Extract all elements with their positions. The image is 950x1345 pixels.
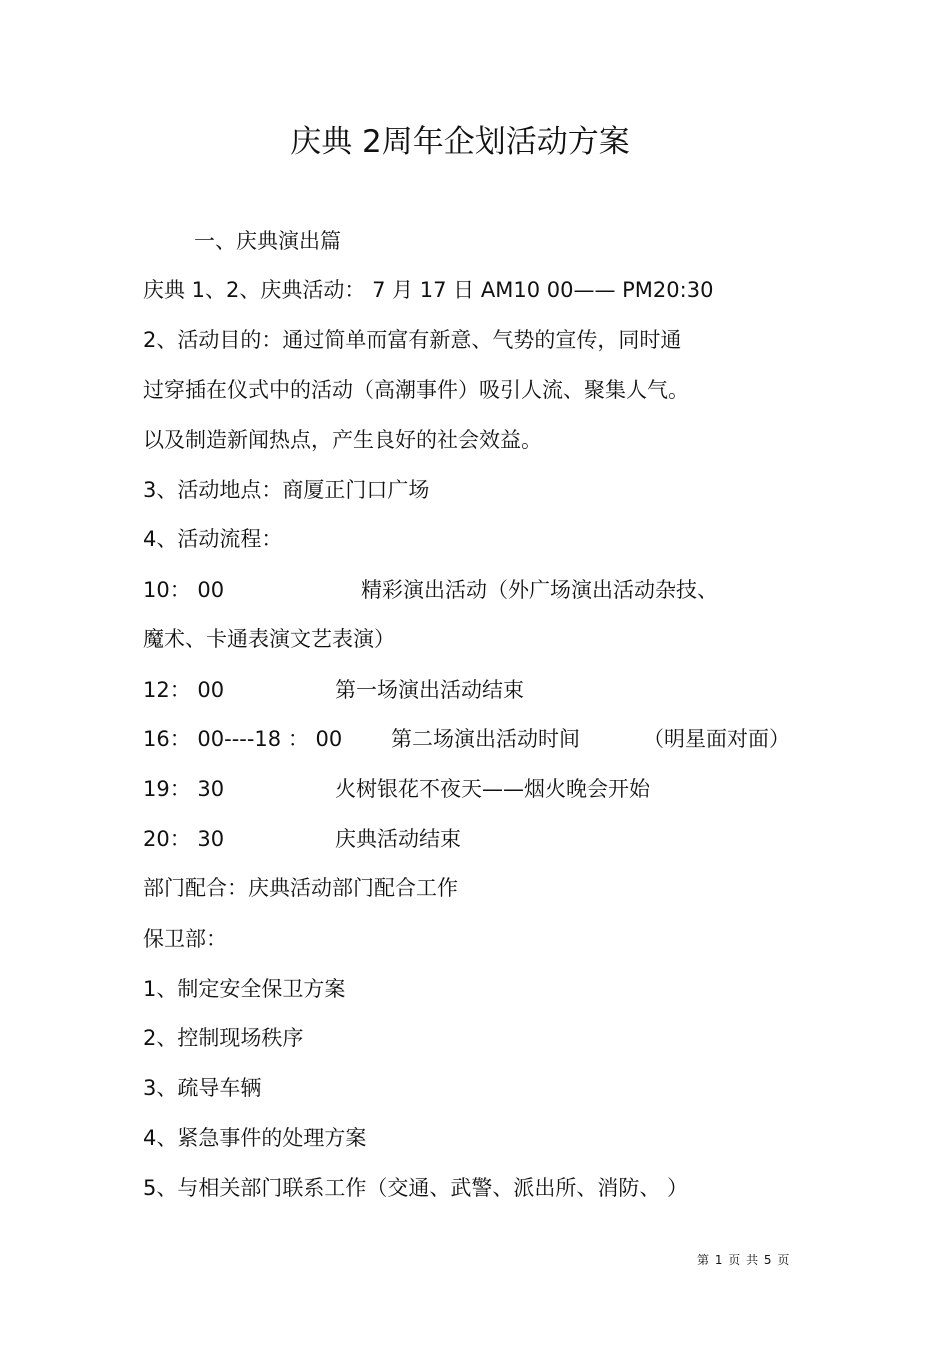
- schedule-event: 火树银花不夜天——烟火晚会开始: [335, 777, 650, 801]
- schedule-row: [143, 575, 843, 605]
- schedule-note: （明星面对面）: [643, 727, 790, 751]
- security-heading: 保卫部：: [143, 927, 227, 951]
- schedule-time: 16： 00----18 ： 00: [143, 727, 343, 751]
- department-line: 部门配合：庆典活动部门配合工作: [143, 876, 458, 900]
- schedule-time: 20： 30: [143, 827, 225, 851]
- schedule-event: 魔术、卡通表演文艺表演）: [143, 627, 395, 651]
- schedule-event: 第二场演出活动时间: [391, 727, 580, 751]
- text-line: 4、活动流程：: [143, 527, 283, 551]
- list-item: 4、紧急事件的处理方案: [143, 1126, 367, 1150]
- schedule-row: [143, 675, 843, 705]
- text-line: 2、活动目的：通过简单而富有新意、气势的宣传，同时通: [143, 328, 682, 352]
- list-item: 1、制定安全保卫方案: [143, 977, 346, 1001]
- schedule-row: [143, 824, 843, 854]
- schedule-time: 12： 00: [143, 678, 225, 702]
- section-heading: 一、庆典演出篇: [194, 229, 341, 253]
- schedule-row: [143, 774, 843, 804]
- schedule-event: 第一场演出活动结束: [335, 678, 524, 702]
- text-line: 庆典 1、2、庆典活动： 7 月 17 日 AM10 00—— PM20:30: [143, 278, 714, 302]
- list-item: 3、疏导车辆: [143, 1076, 262, 1100]
- schedule-row: [143, 724, 843, 754]
- schedule-row: [143, 624, 395, 654]
- text-line: 以及制造新闻热点，产生良好的社会效益。: [143, 428, 542, 452]
- list-item: 5、与相关部门联系工作（交通、武警、派出所、消防、 ）: [143, 1176, 689, 1200]
- text-line: 过穿插在仪式中的活动（高潮事件）吸引人流、聚集人气。: [143, 378, 689, 402]
- document-title: 庆典 2周年企划活动方案: [290, 124, 630, 160]
- schedule-time: 19： 30: [143, 777, 225, 801]
- schedule-event: 庆典活动结束: [335, 827, 461, 851]
- schedule-event: 精彩演出活动（外广场演出活动杂技、: [361, 578, 718, 602]
- schedule-time: 10： 00: [143, 578, 225, 602]
- page-number: 第 1 页 共 5 页: [697, 1253, 791, 1267]
- list-item: 2、控制现场秩序: [143, 1026, 304, 1050]
- text-line: 3、活动地点：商厦正门口广场: [143, 478, 430, 502]
